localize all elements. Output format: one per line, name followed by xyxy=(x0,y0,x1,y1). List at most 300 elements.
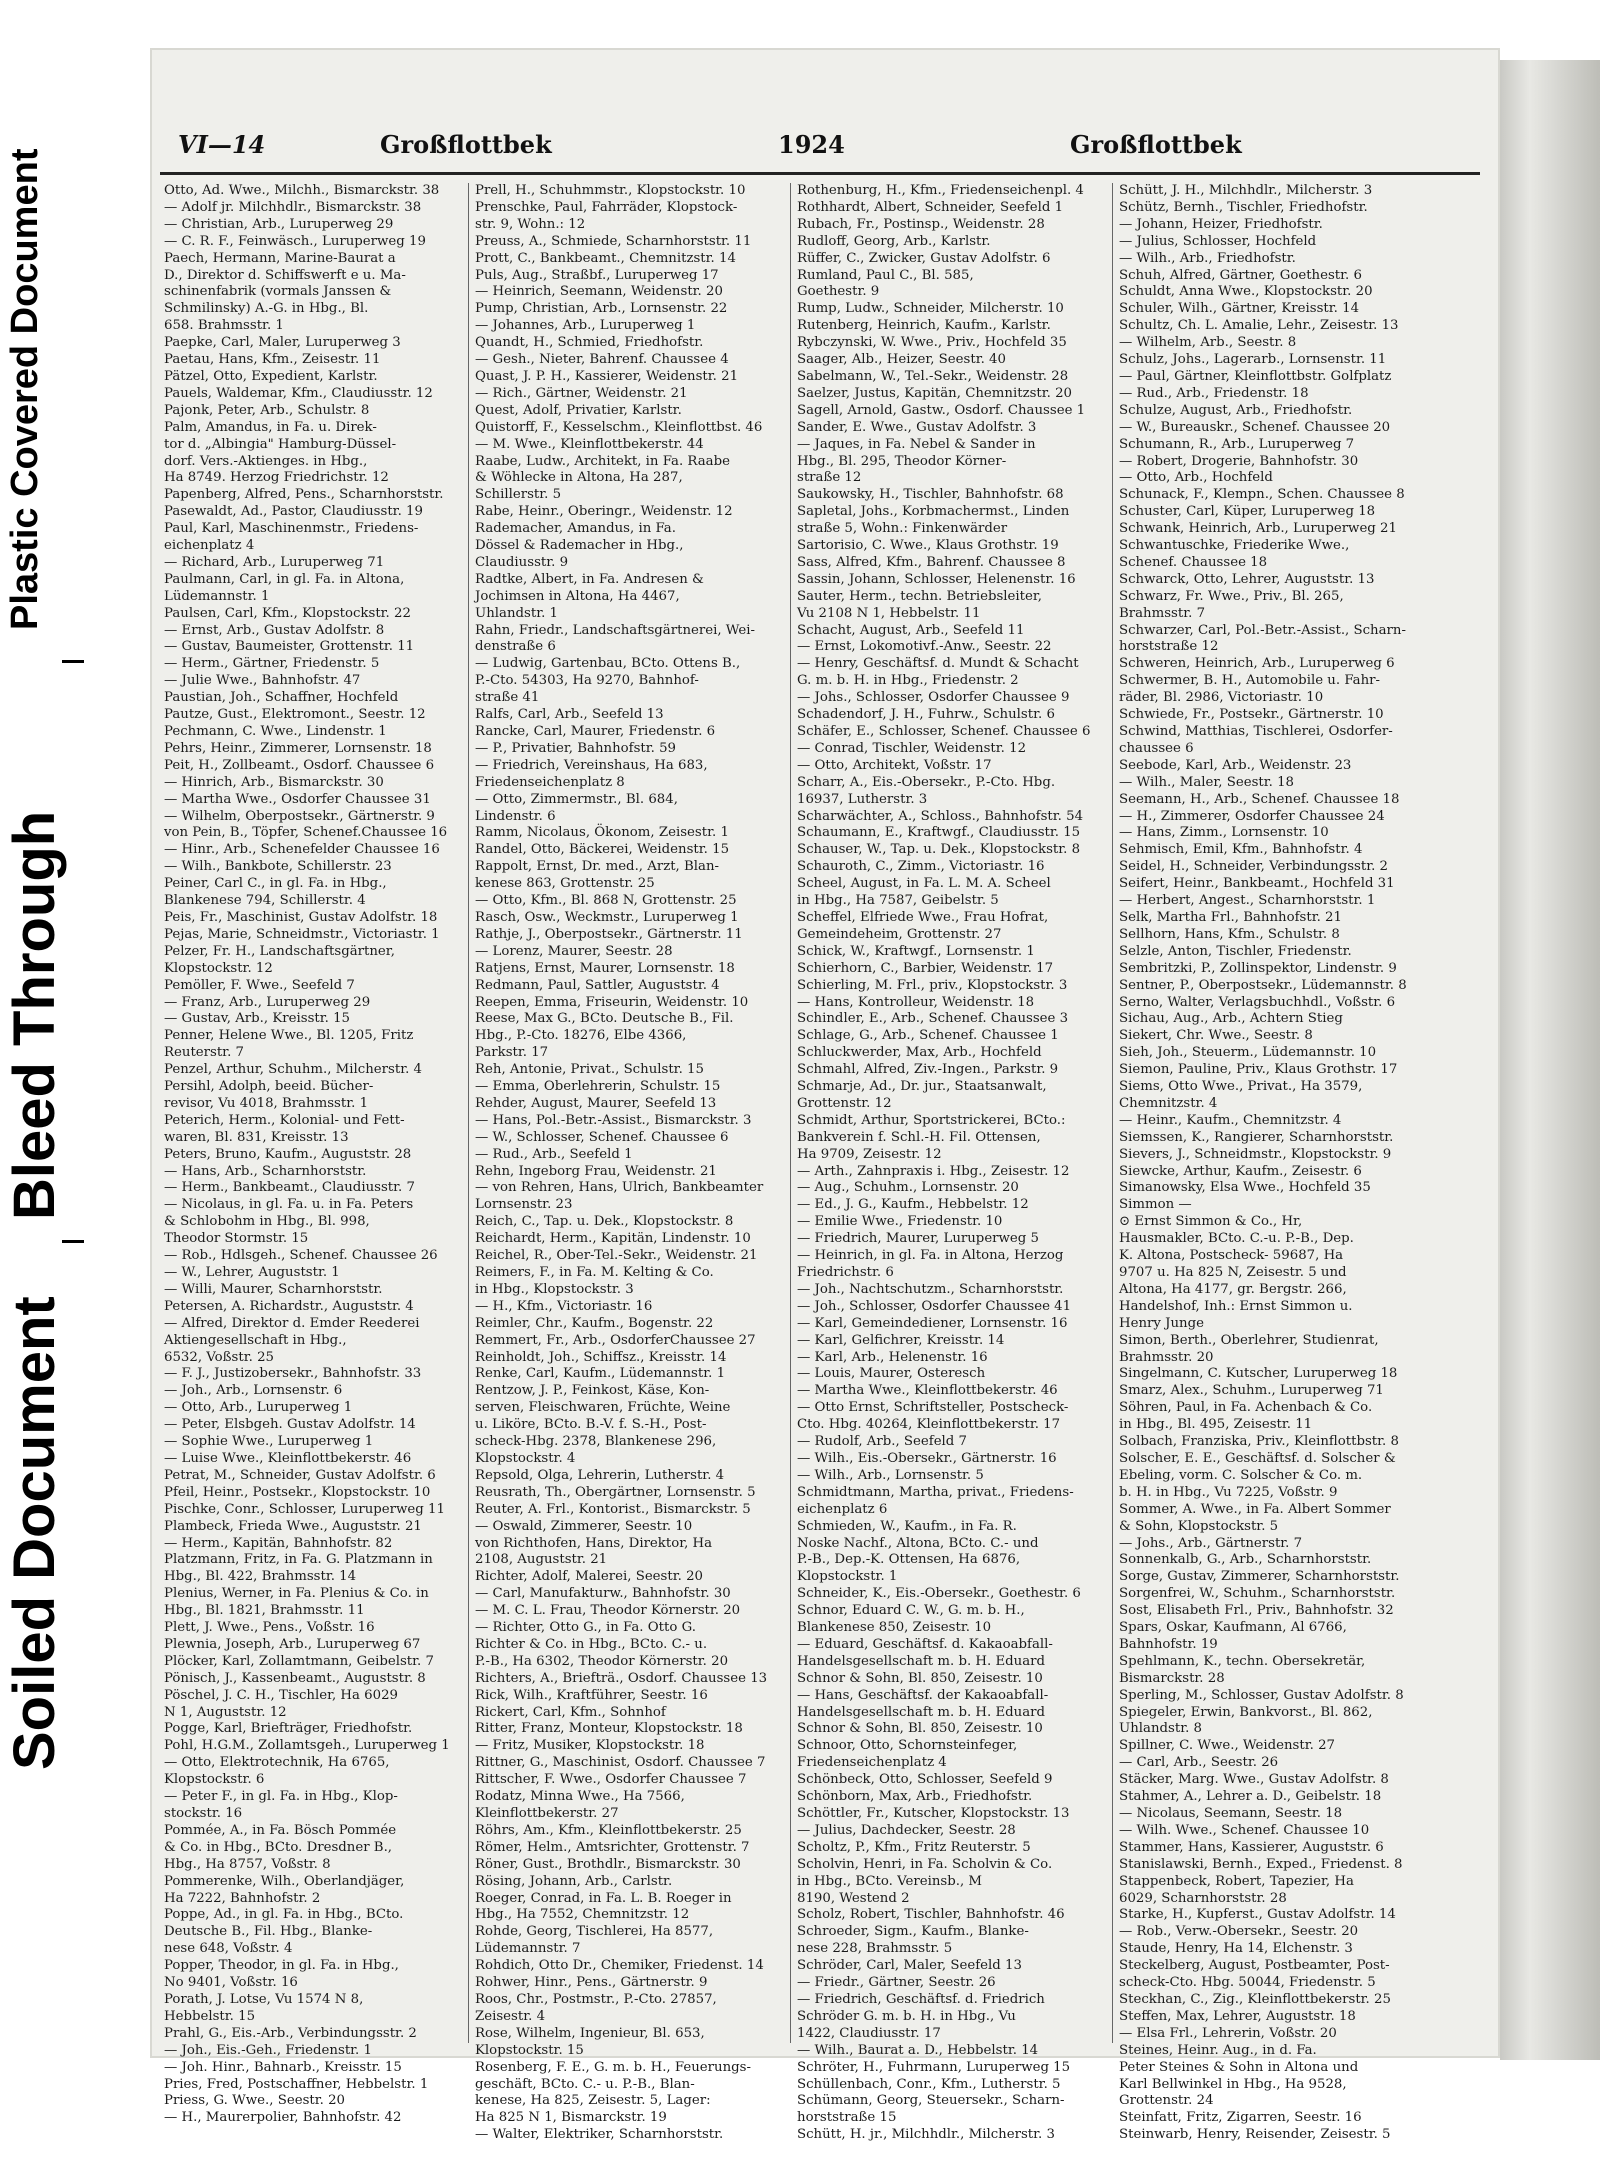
directory-entry: 9707 u. Ha 825 N, Zeisestr. 5 und xyxy=(1119,1265,1347,1280)
directory-entry: Scholtz, P., Kfm., Fritz Reuterstr. 5 xyxy=(797,1839,1031,1855)
directory-entry: Quistorff, F., Kesselschm., Kleinflottbst. 46 xyxy=(475,419,763,435)
directory-entry: Schröder, Carl, Maler, Seefeld 13 xyxy=(797,1958,1022,1974)
directory-entry: Sorge, Gustav, Zimmerer, Scharnhorststr. xyxy=(1119,1569,1400,1585)
directory-entry: — Wilhelm, Arb., Seestr. 8 xyxy=(1119,335,1297,351)
directory-entry: Pfeil, Heinr., Postsekr., Klopstockstr. 10 xyxy=(164,1484,431,1500)
directory-entry: Siemon, Pauline, Priv., Klaus Grothstr. 17 xyxy=(1119,1062,1398,1078)
directory-entry: — Rob., Verw.-Obersekr., Seestr. 20 xyxy=(1119,1924,1359,1940)
directory-entry: Schwiede, Fr., Postsekr., Gärtnerstr. 10 xyxy=(1119,707,1384,723)
directory-entry: Rancke, Carl, Maurer, Friedenstr. 6 xyxy=(475,724,716,739)
directory-entry: — Hans, Geschäftsf. der Kakaoabfall- xyxy=(797,1687,1049,1703)
directory-entry: — Rob., Hdlsgeh., Schenef. Chaussee 26 xyxy=(164,1248,438,1264)
directory-entry: Friedrichstr. 6 xyxy=(797,1265,894,1280)
directory-entry: Rudloff, Georg, Arb., Karlstr. xyxy=(797,233,991,249)
directory-entry: — Otto, Arb., Luruperweg 1 xyxy=(164,1400,353,1416)
directory-entry: Schnor & Sohn, Bl. 850, Zeisestr. 10 xyxy=(797,1721,1043,1737)
directory-entry: Peters, Bruno, Kaufm., Auguststr. 28 xyxy=(164,1146,412,1162)
directory-entry: Steckelberg, August, Postbeamter, Post- xyxy=(1119,1958,1390,1974)
directory-entry: P.-Cto. 54303, Ha 9270, Bahnhof- xyxy=(475,673,699,689)
directory-entry: P.-B., Ha 6302, Theodor Körnerstr. 20 xyxy=(475,1653,729,1669)
directory-entry: Schröder G. m. b. H. in Hbg., Vu xyxy=(797,2008,1016,2024)
directory-entry: Pelzer, Fr. H., Landschaftsgärtner, xyxy=(164,943,395,959)
directory-entry: Rump, Ludw., Schneider, Milcherstr. 10 xyxy=(797,301,1064,317)
directory-entry: 658. Brahmsstr. 1 xyxy=(164,318,284,334)
directory-entry: dorf. Vers.-Aktienges. in Hbg., xyxy=(164,453,368,469)
directory-entry: Schenef. Chaussee 18 xyxy=(1119,554,1268,570)
directory-entry: b. H. in Hbg., Vu 7225, Voßstr. 9 xyxy=(1119,1484,1338,1500)
directory-entry: Pechmann, C. Wwe., Lindenstr. 1 xyxy=(164,724,387,739)
directory-entry: Reuterstr. 7 xyxy=(164,1045,244,1061)
directory-entry: Altona, Ha 4177, gr. Bergstr. 266, xyxy=(1119,1281,1347,1297)
directory-entry: in Hbg., Bl. 495, Zeisestr. 11 xyxy=(1119,1417,1313,1433)
directory-entry: Quandt, H., Schmied, Friedhofstr. xyxy=(475,335,704,351)
directory-entry: — Alfred, Direktor d. Emder Reederei xyxy=(164,1315,420,1331)
directory-entry: Rothenburg, H., Kfm., Friedenseichenpl. 4 xyxy=(797,183,1084,198)
directory-entry: — Friedr., Gärtner, Seestr. 26 xyxy=(797,1975,996,1991)
directory-entry: — M. Wwe., Kleinflottbekerstr. 44 xyxy=(475,436,704,452)
directory-entry: — Otto, Elektrotechnik, Ha 6765, xyxy=(164,1755,390,1771)
directory-entry: Peterich, Herm., Kolonial- und Fett- xyxy=(164,1112,405,1128)
directory-entry: Simon, Berth., Oberlehrer, Studienrat, xyxy=(1119,1332,1379,1348)
directory-entry: — W., Schlosser, Schenef. Chaussee 6 xyxy=(475,1129,729,1145)
directory-entry: Rösing, Johann, Arb., Carlstr. xyxy=(475,1873,673,1889)
directory-entry: — Rud., Arb., Friedenstr. 18 xyxy=(1119,385,1309,401)
directory-entry: Ha 7222, Bahnhofstr. 2 xyxy=(164,1890,321,1906)
directory-entry: — Joh., Arb., Lornsenstr. 6 xyxy=(164,1383,343,1399)
directory-entry: Sost, Elisabeth Frl., Priv., Bahnhofstr. 32 xyxy=(1119,1603,1394,1619)
directory-entry: Steinfatt, Fritz, Zigarren, Seestr. 16 xyxy=(1119,2110,1362,2126)
running-title-left: Großflottbek xyxy=(380,130,552,159)
directory-entry: — Carl, Arb., Seestr. 26 xyxy=(1119,1755,1279,1771)
directory-entry: — Otto, Architekt, Voßstr. 17 xyxy=(797,757,992,773)
directory-entry: — Otto, Kfm., Bl. 868 N, Grottenstr. 25 xyxy=(475,893,737,909)
directory-entry: — Richter, Otto G., in Fa. Otto G. xyxy=(475,1620,696,1636)
directory-entry: räder, Bl. 2986, Victoriastr. 10 xyxy=(1119,690,1324,706)
directory-entry: Klopstockstr. 4 xyxy=(475,1450,576,1466)
directory-entry: Schroeder, Sigm., Kaufm., Blanke- xyxy=(797,1924,1029,1940)
directory-entry: Saelzer, Justus, Kapitän, Chemnitzstr. 20 xyxy=(797,385,1073,401)
directory-entry: Scharwächter, A., Schloss., Bahnhofstr. 54 xyxy=(797,808,1084,824)
directory-entry: Cto. Hbg. 40264, Kleinflottbekerstr. 17 xyxy=(797,1417,1061,1433)
directory-entry: — Gesh., Nieter, Bahrenf. Chaussee 4 xyxy=(475,352,729,368)
directory-entry: Singelmann, C. Kutscher, Luruperweg 18 xyxy=(1119,1366,1398,1382)
directory-entry: No 9401, Voßstr. 16 xyxy=(164,1975,298,1991)
directory-entry: Rahn, Friedr., Landschaftsgärtnerei, Wei- xyxy=(475,622,756,638)
directory-entry: Klopstockstr. 1 xyxy=(797,1569,898,1585)
directory-entry: Renke, Carl, Kaufm., Lüdemannstr. 1 xyxy=(475,1366,726,1382)
directory-entry: Noske Nachf., Altona, BCto. C.- und xyxy=(797,1535,1039,1551)
directory-entry: — Arth., Zahnpraxis i. Hbg., Zeisestr. 12 xyxy=(797,1163,1070,1179)
directory-entry: Quast, J. P. H., Kassierer, Weidenstr. 21 xyxy=(475,368,739,384)
directory-entry: Papenberg, Alfred, Pens., Scharnhorststr. xyxy=(164,487,444,503)
directory-entry: Grottenstr. 24 xyxy=(1119,2093,1214,2109)
directory-entry: Aktiengesellschaft in Hbg., xyxy=(164,1332,347,1348)
directory-entry: Roeger, Conrad, in Fa. L. B. Roeger in xyxy=(475,1890,732,1906)
directory-entry: Karl Bellwinkel in Hbg., Ha 9528, xyxy=(1119,2076,1347,2092)
directory-entry: Hbg., Bl. 1821, Brahmsstr. 11 xyxy=(164,1603,365,1619)
directory-entry: — Emma, Oberlehrerin, Schulstr. 15 xyxy=(475,1079,721,1095)
directory-entry: Sander, E. Wwe., Gustav Adolfstr. 3 xyxy=(797,419,1037,435)
directory-entry: Sorgenfrei, W., Schuhm., Scharnhorststr. xyxy=(1119,1586,1396,1602)
directory-entry: waren, Bl. 831, Kreisstr. 13 xyxy=(164,1129,349,1145)
directory-entry: straße 41 xyxy=(475,690,540,706)
directory-entry: Steinwarb, Henry, Reisender, Zeisestr. 5 xyxy=(1119,2127,1391,2143)
directory-entry: Reusrath, Th., Obergärtner, Lornsenstr. 5 xyxy=(475,1484,756,1500)
directory-entry: — Herm., Bankbeamt., Claudiusstr. 7 xyxy=(164,1180,415,1196)
directory-entry: Grottenstr. 12 xyxy=(797,1095,892,1111)
page-number: VI—14 xyxy=(178,130,266,159)
directory-entry: — Johs., Schlosser, Osdorfer Chaussee 9 xyxy=(797,690,1070,706)
directory-entry: Schwermer, B. H., Automobile u. Fahr- xyxy=(1119,673,1380,689)
directory-entry: Schuler, Wilh., Gärtner, Kreisstr. 14 xyxy=(1119,301,1360,317)
directory-entry: eichenplatz 6 xyxy=(797,1501,888,1517)
directory-entry: — Hinrich, Arb., Bismarckstr. 30 xyxy=(164,774,384,790)
directory-entry: — Aug., Schuhm., Lornsenstr. 20 xyxy=(797,1180,1019,1196)
directory-entry: & Wöhlecke in Altona, Ha 287, xyxy=(475,470,683,486)
directory-entry: Röhrs, Am., Kfm., Kleinflottbekerstr. 25 xyxy=(475,1822,742,1838)
directory-entry: Saager, Alb., Heizer, Seestr. 40 xyxy=(797,352,1006,368)
directory-entry: Goethestr. 9 xyxy=(797,284,880,300)
directory-entry: Pogge, Karl, Briefträger, Friedhofstr. xyxy=(164,1721,413,1737)
directory-entry: Pries, Fred, Postschaffner, Hebbelstr. 1 xyxy=(164,2076,429,2092)
directory-entry: Sellhorn, Hans, Kfm., Schulstr. 8 xyxy=(1119,926,1340,942)
directory-entry: — Martha Wwe., Osdorfer Chaussee 31 xyxy=(164,791,431,807)
directory-entry: Handelsgesellschaft m. b. H. Eduard xyxy=(797,1653,1046,1669)
directory-entry: Reh, Antonie, Privat., Schulstr. 15 xyxy=(475,1062,704,1078)
directory-entry: — Peter F., in gl. Fa. in Hbg., Klop- xyxy=(164,1789,398,1805)
directory-entry: — Herm., Gärtner, Friedenstr. 5 xyxy=(164,656,380,672)
directory-entry: scheck-Cto. Hbg. 50044, Friedenstr. 5 xyxy=(1119,1975,1376,1991)
directory-entry: — Hinr., Arb., Schenefelder Chaussee 16 xyxy=(164,842,440,858)
directory-entry: Stappenbeck, Robert, Tapezier, Ha xyxy=(1119,1873,1354,1889)
directory-entry: horststraße 15 xyxy=(797,2110,897,2126)
directory-entry: Paetau, Hans, Kfm., Zeisestr. 11 xyxy=(164,352,381,368)
directory-entry: u. Liköre, BCto. B.-V. f. S.-H., Post- xyxy=(475,1417,707,1433)
directory-entry: eichenplatz 4 xyxy=(164,538,255,554)
directory-entry: — Heinrich, Seemann, Weidenstr. 20 xyxy=(475,284,723,300)
directory-entry: — Joh., Schlosser, Osdorfer Chaussee 41 xyxy=(797,1298,1072,1314)
directory-entry: Vu 2108 N 1, Hebbelstr. 11 xyxy=(797,605,981,621)
directory-entry: — Adolf jr. Milchhdlr., Bismarckstr. 38 xyxy=(164,199,422,215)
directory-entry: — Rud., Arb., Seefeld 1 xyxy=(475,1146,633,1162)
directory-entry: Reimler, Chr., Kaufm., Bogenstr. 22 xyxy=(475,1315,714,1331)
directory-entry: Rose, Wilhelm, Ingenieur, Bl. 653, xyxy=(475,2025,705,2041)
directory-entry: Schnor, Eduard C. W., G. m. b. H., xyxy=(797,1603,1025,1619)
directory-entry: Friedenseichenplatz 4 xyxy=(797,1755,947,1771)
directory-entry: Schnoor, Otto, Schornsteinfeger, xyxy=(797,1738,1018,1754)
directory-entry: — Rich., Gärtner, Weidenstr. 21 xyxy=(475,385,688,401)
directory-entry: — Ed., J. G., Kaufm., Hebbelstr. 12 xyxy=(797,1197,1029,1213)
directory-entry: Siemssen, K., Rangierer, Scharnhorststr. xyxy=(1119,1129,1394,1145)
directory-entry: Schuster, Carl, Küper, Luruperweg 18 xyxy=(1119,504,1376,520)
directory-entry: — Lorenz, Maurer, Seestr. 28 xyxy=(475,943,673,959)
directory-entry: Peiner, Carl C., in gl. Fa. in Hbg., xyxy=(164,876,387,892)
directory-entry: — Martha Wwe., Kleinflottbekerstr. 46 xyxy=(797,1383,1058,1399)
directory-entry: Rumland, Paul C., Bl. 585, xyxy=(797,267,974,283)
directory-entry: Petrat, M., Schneider, Gustav Adolfstr. 6 xyxy=(164,1467,436,1483)
directory-columns xyxy=(160,183,1460,2143)
directory-entry: Rybczynski, W. Wwe., Priv., Hochfeld 35 xyxy=(797,335,1067,351)
directory-entry: — Hans, Kontrolleur, Weidenstr. 18 xyxy=(797,994,1035,1010)
directory-entry: — W., Bureauskr., Schenef. Chaussee 20 xyxy=(1119,419,1391,435)
directory-entry: Sapletal, Johs., Korbmachermst., Linden xyxy=(797,504,1070,520)
directory-entry: Saukowsky, H., Tischler, Bahnhofstr. 68 xyxy=(797,487,1064,503)
directory-entry: Reichardt, Herm., Kapitän, Lindenstr. 10 xyxy=(475,1231,751,1247)
directory-entry: Pohl, H.G.M., Zollamtsgeh., Luruperweg 1 xyxy=(164,1738,450,1754)
directory-entry: Bahnhofstr. 19 xyxy=(1119,1636,1218,1652)
directory-entry: — Sophie Wwe., Luruperweg 1 xyxy=(164,1434,374,1450)
directory-entry: Stammer, Hans, Kassierer, Auguststr. 6 xyxy=(1119,1839,1384,1855)
directory-entry: — Hans, Zimm., Lornsenstr. 10 xyxy=(1119,825,1329,841)
directory-entry: Poppe, Ad., in gl. Fa. in Hbg., BCto. xyxy=(164,1907,404,1923)
directory-entry: Seifert, Heinr., Bankbeamt., Hochfeld 31 xyxy=(1119,876,1395,892)
directory-entry: Blankenese 850, Zeisestr. 10 xyxy=(797,1620,992,1636)
directory-entry: — Oswald, Zimmerer, Seestr. 10 xyxy=(475,1518,693,1534)
directory-entry: Schauroth, C., Zimm., Victoriastr. 16 xyxy=(797,859,1045,875)
directory-entry: Schweren, Heinrich, Arb., Luruperweg 6 xyxy=(1119,656,1395,672)
directory-entry: — Wilhelm, Oberpostsekr., Gärtnerstr. 9 xyxy=(164,808,435,824)
directory-entry: — Friedrich, Maurer, Luruperweg 5 xyxy=(797,1231,1039,1247)
directory-entry: — M. C. L. Frau, Theodor Körnerstr. 20 xyxy=(475,1603,741,1619)
directory-entry: & Sohn, Klopstockstr. 5 xyxy=(1119,1518,1279,1534)
directory-entry: Simanowsky, Elsa Wwe., Hochfeld 35 xyxy=(1119,1180,1371,1196)
directory-entry: Peis, Fr., Maschinist, Gustav Adolfstr. 18 xyxy=(164,909,438,925)
directory-entry: — H., Kfm., Victoriastr. 16 xyxy=(475,1298,653,1314)
directory-entry: Brahmsstr. 7 xyxy=(1119,605,1206,621)
directory-entry: Friedenseichenplatz 8 xyxy=(475,774,625,790)
directory-entry: Penzel, Arthur, Schuhm., Milcherstr. 4 xyxy=(164,1062,423,1078)
directory-entry: Schulz, Johs., Lagerarb., Lornsenstr. 11 xyxy=(1119,352,1387,368)
directory-entry: Schmilinsky) A.-G. in Hbg., Bl. xyxy=(164,301,369,317)
directory-entry: — W., Lehrer, Auguststr. 1 xyxy=(164,1265,340,1280)
directory-entry: — Otto, Arb., Hochfeld xyxy=(1119,470,1273,486)
directory-entry: — Karl, Gelfichrer, Kreisstr. 14 xyxy=(797,1332,1005,1348)
directory-entry: von Richthofen, Hans, Direktor, Ha xyxy=(475,1535,713,1551)
directory-entry: Sagell, Arnold, Gastw., Osdorf. Chaussee 1 xyxy=(797,402,1086,418)
directory-entry: Prell, H., Schuhmmstr., Klopstockstr. 10 xyxy=(475,183,746,198)
directory-entry: stockstr. 16 xyxy=(164,1806,243,1821)
directory-entry: Randel, Otto, Bäckerei, Weidenstr. 15 xyxy=(475,842,730,858)
directory-entry: — P., Privatier, Bahnhofstr. 59 xyxy=(475,740,677,756)
directory-entry: — Luise Wwe., Kleinflottbekerstr. 46 xyxy=(164,1450,412,1466)
directory-entry: Schultz, Ch. L. Amalie, Lehr., Zeisestr. 13 xyxy=(1119,318,1399,334)
directory-entry: Paul, Karl, Maschinenmstr., Friedens- xyxy=(164,521,419,537)
directory-entry: Schacht, August, Arb., Seefeld 11 xyxy=(797,622,1025,638)
directory-entry: — Friedrich, Geschäftsf. d. Friedrich xyxy=(797,1991,1045,2007)
directory-entry: Jochimsen in Altona, Ha 4467, xyxy=(475,588,680,604)
directory-entry: Pemöller, F. Wwe., Seefeld 7 xyxy=(164,977,355,993)
directory-entry: Hbg., Bl. 295, Theodor Körner- xyxy=(797,453,1007,469)
directory-entry: — Karl, Arb., Helenenstr. 16 xyxy=(797,1349,988,1365)
directory-entry: — H., Zimmerer, Osdorfer Chaussee 24 xyxy=(1119,808,1385,824)
directory-entry: Schauser, W., Tap. u. Dek., Klopstockstr. 8 xyxy=(797,842,1081,858)
directory-entry: Paulsen, Carl, Kfm., Klopstockstr. 22 xyxy=(164,605,411,621)
directory-entry: straße 12 xyxy=(797,470,862,486)
directory-entry: Schröter, H., Fuhrmann, Luruperweg 15 xyxy=(797,2059,1071,2075)
directory-entry: — Julius, Dachdecker, Seestr. 28 xyxy=(797,1822,1016,1838)
directory-entry: Hbg., Bl. 422, Brahmsstr. 14 xyxy=(164,1569,357,1585)
directory-entry: — Fritz, Musiker, Klopstockstr. 18 xyxy=(475,1738,705,1754)
directory-entry: Schmieden, W., Kaufm., in Fa. R. xyxy=(797,1518,1017,1534)
directory-entry: str. 9, Wohn.: 12 xyxy=(475,216,586,232)
directory-entry: Sieh, Joh., Steuerm., Lüdemannstr. 10 xyxy=(1119,1045,1377,1061)
directory-entry: Richters, A., Briefträ., Osdorf. Chaussee 13 xyxy=(475,1670,768,1686)
directory-entry: Schümann, Georg, Steuersekr., Scharn- xyxy=(797,2093,1065,2109)
directory-entry: K. Altona, Postscheck- 59687, Ha xyxy=(1119,1248,1344,1264)
directory-entry: — Wilh., Maler, Seestr. 18 xyxy=(1119,774,1295,790)
page-header xyxy=(160,120,1480,175)
directory-entry: chaussee 6 xyxy=(1119,740,1194,756)
directory-entry: Paepke, Carl, Maler, Luruperweg 3 xyxy=(164,335,401,351)
directory-entry: Claudiusstr. 9 xyxy=(475,554,569,570)
directory-entry: — Robert, Drogerie, Bahnhofstr. 30 xyxy=(1119,453,1359,469)
directory-entry: Rickert, Carl, Kfm., Sohnhof xyxy=(475,1704,666,1720)
directory-entry: Pommée, A., in Fa. Bösch Pommée xyxy=(164,1822,397,1838)
directory-entry: Söhren, Paul, in Fa. Achenbach & Co. xyxy=(1119,1400,1373,1416)
directory-entry: Stahmer, A., Lehrer a. D., Geibelstr. 18 xyxy=(1119,1789,1382,1805)
directory-entry: Starke, H., Kupferst., Gustav Adolfstr. 14 xyxy=(1119,1907,1396,1923)
directory-entry: Schillerstr. 5 xyxy=(475,487,562,503)
directory-entry: Pasewaldt, Ad., Pastor, Claudiusstr. 19 xyxy=(164,504,423,520)
directory-entry: Spiegeler, Erwin, Bankvorst., Bl. 862, xyxy=(1119,1704,1373,1720)
directory-entry: Roos, Chr., Postmstr., P.-Cto. 27857, xyxy=(475,1991,717,2007)
directory-entry: Rabe, Heinr., Oberingr., Weidenstr. 12 xyxy=(475,504,733,520)
directory-entry: Palm, Amandus, in Fa. u. Direk- xyxy=(164,419,377,435)
label-soiled-document: Soiled Document xyxy=(2,1296,67,1770)
directory-entry: Pajonk, Peter, Arb., Schulstr. 8 xyxy=(164,402,370,418)
directory-entry: 2108, Auguststr. 21 xyxy=(475,1552,608,1568)
directory-entry: kenese 863, Grottenstr. 25 xyxy=(475,876,655,892)
directory-entry: Prahl, G., Eis.-Arb., Verbindungsstr. 2 xyxy=(164,2025,417,2041)
directory-entry: Röner, Gust., Brothdlr., Bismarckstr. 30 xyxy=(475,1856,741,1872)
directory-entry: revisor, Vu 4018, Brahmsstr. 1 xyxy=(164,1095,369,1111)
directory-entry: Paech, Hermann, Marine-Baurat a xyxy=(164,250,396,266)
label-divider xyxy=(62,660,84,663)
directory-entry: Reichel, R., Ober-Tel.-Sekr., Weidenstr. 21 xyxy=(475,1248,758,1264)
label-bleed-through: Bleed Through xyxy=(2,810,67,1220)
directory-entry: — Jaques, in Fa. Nebel & Sander in xyxy=(797,436,1036,452)
directory-entry: Seidel, H., Schneider, Verbindungsstr. 2 xyxy=(1119,859,1389,875)
directory-entry: nese 648, Voßstr. 4 xyxy=(164,1941,293,1957)
directory-entry: Schnor & Sohn, Bl. 850, Zeisestr. 10 xyxy=(797,1670,1043,1686)
directory-entry: Stanislawski, Bernh., Exped., Friedenst. 8 xyxy=(1119,1856,1403,1872)
directory-entry: — Wilh., Arb., Lornsenstr. 5 xyxy=(797,1467,984,1483)
directory-entry: Prott, C., Bankbeamt., Chemnitzstr. 14 xyxy=(475,250,736,266)
directory-entry: Zeisestr. 4 xyxy=(475,2008,546,2024)
directory-entry: Serno, Walter, Verlagsbuchhdl., Voßstr. 6 xyxy=(1119,994,1396,1010)
directory-entry: ⊙ Ernst Simmon & Co., Hr, xyxy=(1119,1214,1303,1230)
directory-entry: Klopstockstr. 12 xyxy=(164,960,273,976)
directory-entry: Radtke, Albert, in Fa. Andresen & xyxy=(475,571,704,587)
directory-entry: Remmert, Fr., Arb., OsdorferChaussee 27 xyxy=(475,1332,756,1348)
directory-entry: Spehlmann, K., techn. Obersekretär, xyxy=(1119,1653,1366,1669)
year: 1924 xyxy=(778,130,845,159)
directory-entry: Rittner, G., Maschinist, Osdorf. Chaussee 7 xyxy=(475,1755,766,1771)
directory-entry: Pönisch, J., Kassenbeamt., Auguststr. 8 xyxy=(164,1670,426,1686)
directory-entry: Puls, Aug., Straßbf., Luruperweg 17 xyxy=(475,267,719,283)
directory-entry: G. m. b. H. in Hbg., Friedenstr. 2 xyxy=(797,673,1019,689)
directory-entry: Pump, Christian, Arb., Lornsenstr. 22 xyxy=(475,301,728,317)
directory-entry: Brahmsstr. 20 xyxy=(1119,1349,1214,1365)
directory-entry: Reinholdt, Joh., Schiffsz., Kreisstr. 14 xyxy=(475,1349,727,1365)
directory-entry: Persihl, Adolph, beeid. Bücher- xyxy=(164,1079,374,1095)
directory-entry: Sichau, Aug., Arb., Achtern Stieg xyxy=(1119,1011,1343,1027)
directory-entry: — Hans, Arb., Scharnhorststr. xyxy=(164,1163,367,1179)
directory-entry: Pehrs, Heinr., Zimmerer, Lornsenstr. 18 xyxy=(164,740,432,756)
directory-entry: — Wilh. Wwe., Schenef. Chaussee 10 xyxy=(1119,1822,1370,1838)
directory-entry: Handelshof, Inh.: Ernst Simmon u. xyxy=(1119,1298,1353,1314)
directory-entry: — Wilh., Bankbote, Schillerstr. 23 xyxy=(164,859,392,875)
label-divider xyxy=(62,1240,84,1243)
directory-entry: Popper, Theodor, in gl. Fa. in Hbg., xyxy=(164,1958,399,1974)
directory-entry: Ritter, Franz, Monteur, Klopstockstr. 18 xyxy=(475,1721,743,1737)
directory-entry: Rehder, August, Maurer, Seefeld 13 xyxy=(475,1095,717,1111)
directory-entry: Schierling, M. Frl., priv., Klopstockstr. 3 xyxy=(797,977,1068,993)
directory-entry: Paustian, Joh., Schaffner, Hochfeld xyxy=(164,690,399,706)
directory-entry: Siekert, Chr. Wwe., Seestr. 8 xyxy=(1119,1028,1313,1044)
directory-entry: Solscher, E. E., Geschäftsf. d. Solscher & xyxy=(1119,1450,1396,1466)
directory-entry: Schadendorf, J. H., Fuhrw., Schulstr. 6 xyxy=(797,707,1055,723)
directory-entry: Schöttler, Fr., Kutscher, Klopstockstr. 13 xyxy=(797,1806,1070,1821)
directory-entry: Sperling, M., Schlosser, Gustav Adolfstr. 8 xyxy=(1119,1687,1404,1703)
directory-entry: 1422, Claudiusstr. 17 xyxy=(797,2025,941,2041)
directory-entry: Pommerenke, Wilh., Oberlandjäger, xyxy=(164,1873,405,1889)
directory-entry: Pautze, Gust., Elektromont., Seestr. 12 xyxy=(164,707,426,723)
directory-entry: 8190, Westend 2 xyxy=(797,1890,910,1906)
directory-entry: Ha 825 N 1, Bismarckstr. 19 xyxy=(475,2110,667,2126)
directory-entry: von Pein, B., Töpfer, Schenef.Chaussee 16 xyxy=(164,825,448,841)
directory-entry: Ha 8749. Herzog Friedrichstr. 12 xyxy=(164,470,389,486)
directory-entry: — Richard, Arb., Luruperweg 71 xyxy=(164,554,385,570)
directory-entry: scheck-Hbg. 2378, Blankenese 296, xyxy=(475,1434,717,1450)
directory-entry: Repsold, Olga, Lehrerin, Lutherstr. 4 xyxy=(475,1467,725,1483)
directory-entry: — Wilh., Baurat a. D., Hebbelstr. 14 xyxy=(797,2042,1039,2058)
directory-entry: Schwank, Heinrich, Arb., Luruperweg 21 xyxy=(1119,521,1397,537)
directory-entry: Blankenese 794, Schillerstr. 4 xyxy=(164,893,366,909)
directory-entry: Henry Junge xyxy=(1119,1315,1204,1331)
directory-entry: Platzmann, Fritz, in Fa. G. Platzmann in xyxy=(164,1552,433,1568)
directory-entry: Raabe, Ludw., Architekt, in Fa. Raabe xyxy=(475,453,730,469)
directory-entry: — F. J., Justizobersekr., Bahnhofstr. 33 xyxy=(164,1366,422,1382)
directory-entry: — Henry, Geschäftsf. d. Mundt & Schacht xyxy=(797,656,1079,672)
directory-entry: Priess, G. Wwe., Seestr. 20 xyxy=(164,2093,346,2109)
directory-entry: Sabelmann, W., Tel.-Sekr., Weidenstr. 28 xyxy=(797,368,1069,384)
directory-entry: Schönborn, Max, Arb., Friedhofstr. xyxy=(797,1789,1033,1805)
directory-entry: Rappolt, Ernst, Dr. med., Arzt, Blan- xyxy=(475,859,720,875)
directory-entry: — Heinrich, in gl. Fa. in Altona, Herzog xyxy=(797,1248,1064,1264)
directory-entry: in Hbg., Ha 7587, Geibelstr. 5 xyxy=(797,893,999,909)
directory-entry: Rohde, Georg, Tischlerei, Ha 8577, xyxy=(475,1924,714,1940)
directory-entry: Schwarck, Otto, Lehrer, Auguststr. 13 xyxy=(1119,571,1375,587)
directory-entry: — Franz, Arb., Luruperweg 29 xyxy=(164,994,371,1010)
scanned-page xyxy=(150,48,1500,2143)
directory-entry: Seebode, Karl, Arb., Weidenstr. 23 xyxy=(1119,757,1352,773)
directory-entry: Scheel, August, in Fa. L. M. A. Scheel xyxy=(797,876,1051,892)
page-edge xyxy=(1500,60,1600,2060)
directory-entry: P.-B., Dep.-K. Ottensen, Ha 6876, xyxy=(797,1552,1021,1568)
directory-entry: Schluckwerder, Max, Arb., Hochfeld xyxy=(797,1045,1042,1061)
directory-entry: Kleinflottbekerstr. 27 xyxy=(475,1806,619,1821)
directory-entry: — Gustav, Arb., Kreisstr. 15 xyxy=(164,1011,351,1027)
directory-entry: Prenschke, Paul, Fahrräder, Klopstock- xyxy=(475,199,738,215)
directory-entry: Plöcker, Karl, Zollamtmann, Geibelstr. 7 xyxy=(164,1653,434,1669)
directory-entry: — Walter, Elektriker, Scharnhorststr. xyxy=(475,2127,724,2143)
directory-entry: — Karl, Gemeindediener, Lornsenstr. 16 xyxy=(797,1315,1068,1331)
directory-entry: Hausmakler, BCto. C.-u. P.-B., Dep. xyxy=(1119,1231,1354,1247)
directory-entry: Smarz, Alex., Schuhm., Luruperweg 71 xyxy=(1119,1383,1384,1399)
directory-entry: — Herbert, Angest., Scharnhorststr. 1 xyxy=(1119,893,1376,909)
directory-entry: — Johann, Heizer, Friedhofstr. xyxy=(1119,216,1323,232)
